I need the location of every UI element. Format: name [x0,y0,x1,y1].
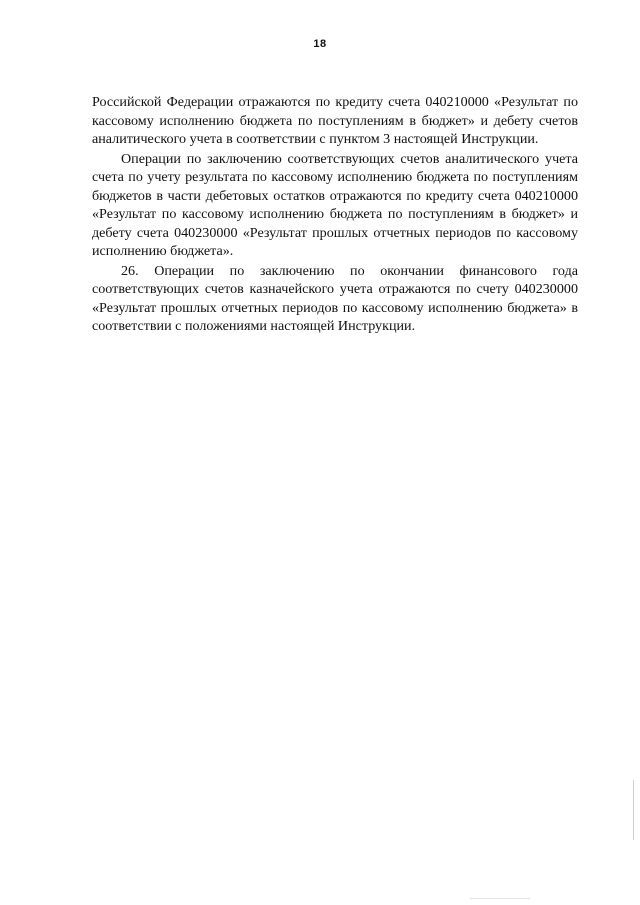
scan-artifact-edge [633,780,634,840]
paragraph-closing-operations: Операции по заключению соответствующих счетов аналитического учета счета по учету результата по кассовому исполнению бюджета по поступлениям бюджетов в части дебетовых остатков отражаются по кредиту счета 040210000 «Результат по кассовому исполнению бюджета по поступлениям в бюджет» и дебету счета 040230000 «Результат прошлых отчетных периодов по кассовому исполнению бюджета». [92,150,578,259]
page-number: 18 [313,38,327,50]
paragraph-item-26: 26. Операции по заключению по окончании финансового года соответствующих счетов казначейского учета отражаются по счету 040230000 «Результат прошлых отчетных периодов по кассовому исполнению бюджета» в соответствии с положениями настоящей Инструкции. [92,262,578,334]
paragraph-continuation: Российской Федерации отражаются по кредиту счета 040210000 «Результат по кассовому исполнению бюджета по поступлениям в бюджет» и дебету счетов аналитического учета в соответствии с пунктом 3 настоящей Инструкции. [92,94,578,147]
scan-artifact-bottom [470,898,530,899]
body-text [92,93,578,336]
